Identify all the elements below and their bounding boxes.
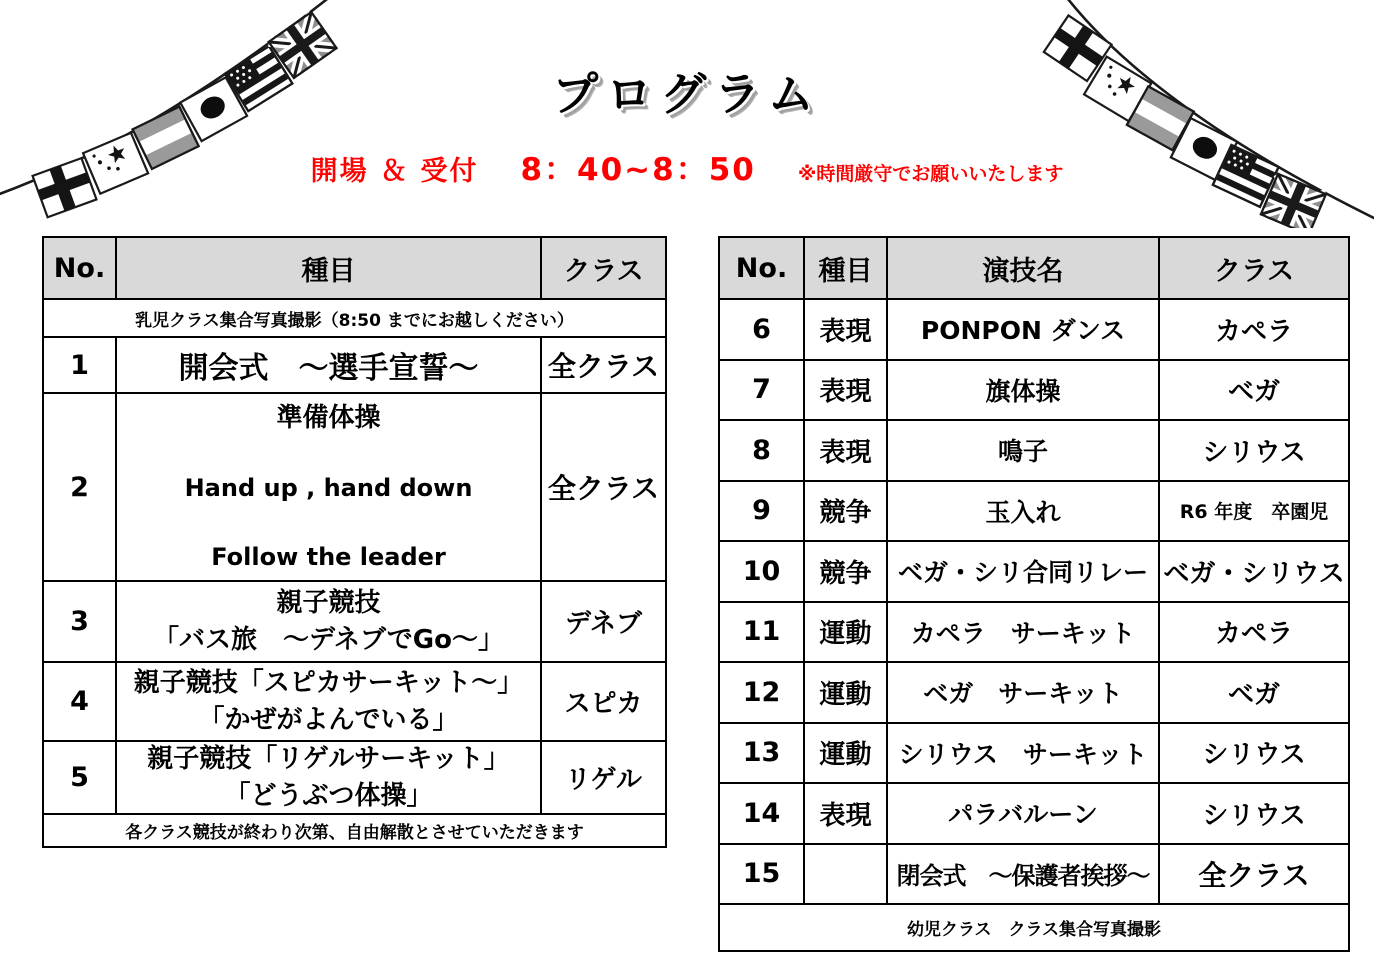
col-header-class: クラス	[541, 237, 666, 299]
row-name: シリウス サーキット	[887, 723, 1159, 784]
event-line: 「どうぶつ体操」	[224, 780, 433, 811]
row-class: シリウス	[1159, 723, 1349, 784]
row-name: 玉入れ	[887, 481, 1159, 542]
row-no: 3	[43, 581, 116, 662]
row-class: リゲル	[541, 741, 666, 814]
row-class: ベガ・シリウス	[1159, 541, 1349, 602]
program-table-performances	[718, 236, 1350, 952]
row-category: 競争	[804, 541, 887, 602]
page-title: プログラム	[552, 67, 822, 121]
infant-photo-note: 乳児クラス集合写真撮影（8:50 までにお越しください）	[43, 299, 666, 337]
row-name: パラバルーン	[887, 783, 1159, 844]
row-no: 12	[719, 662, 804, 723]
row-class: カペラ	[1159, 299, 1349, 360]
table-row	[43, 581, 666, 662]
col-header-class: クラス	[1159, 237, 1349, 299]
table-row	[719, 662, 1349, 723]
row-category: 競争	[804, 481, 887, 542]
table-row	[719, 723, 1349, 784]
row-class: カペラ	[1159, 602, 1349, 663]
row-category: 表現	[804, 420, 887, 481]
event-line: Follow the leader	[211, 543, 446, 571]
table-row	[719, 844, 1349, 905]
table-row	[719, 541, 1349, 602]
row-event	[116, 662, 541, 741]
table-row	[719, 783, 1349, 844]
table-row	[43, 393, 666, 581]
row-class: シリウス	[1159, 783, 1349, 844]
col-header-name: 演技名	[887, 237, 1159, 299]
event-line: 親子競技「リゲルサーキット」	[147, 744, 510, 774]
row-class: ベガ	[1159, 360, 1349, 421]
row-no: 15	[719, 844, 804, 905]
row-no: 4	[43, 662, 116, 741]
row-category	[804, 844, 887, 905]
punctuality-note: ※時間厳守でお願いいたします	[797, 163, 1064, 185]
table-row	[719, 360, 1349, 421]
col-header-category: 種目	[804, 237, 887, 299]
table-header-row	[719, 237, 1349, 299]
row-no: 13	[719, 723, 804, 784]
row-category: 運動	[804, 662, 887, 723]
row-category: 表現	[804, 360, 887, 421]
row-no: 6	[719, 299, 804, 360]
table-row	[719, 602, 1349, 663]
row-name: 旗体操	[887, 360, 1159, 421]
col-header-no: No.	[43, 237, 116, 299]
dismissal-note: 各クラス競技が終わり次第、自由解散とさせていただきます	[43, 814, 666, 847]
photo-note-row	[719, 904, 1349, 951]
reception-time: 8：40~8：50	[520, 152, 756, 188]
table-row	[719, 420, 1349, 481]
row-name: PONPON ダンス	[887, 299, 1159, 360]
row-no: 10	[719, 541, 804, 602]
row-class: シリウス	[1159, 420, 1349, 481]
row-no: 11	[719, 602, 804, 663]
event-line: 準備体操	[276, 403, 381, 433]
row-class: 全クラス	[541, 337, 666, 393]
row-class: デネブ	[541, 581, 666, 662]
row-name: ベガ・シリ合同リレー	[887, 541, 1159, 602]
reception-label: 開場 ＆ 受付	[310, 156, 479, 187]
row-no: 9	[719, 481, 804, 542]
event-line: 親子競技「スピカサーキット～」	[133, 668, 524, 698]
row-class: スピカ	[541, 662, 666, 741]
row-no: 5	[43, 741, 116, 814]
row-class: ベガ	[1159, 662, 1349, 723]
table-header-row	[43, 237, 666, 299]
row-no: 14	[719, 783, 804, 844]
row-name: カペラ サーキット	[887, 602, 1159, 663]
row-event: 開会式 ～選手宣誓～	[116, 337, 541, 393]
col-header-event: 種目	[116, 237, 541, 299]
row-no: 8	[719, 420, 804, 481]
row-name: 鳴子	[887, 420, 1159, 481]
row-class: R6 年度 卒園児	[1159, 481, 1349, 542]
table-row	[719, 299, 1349, 360]
photo-note-row	[43, 299, 666, 337]
row-event	[116, 741, 541, 814]
row-no: 7	[719, 360, 804, 421]
reception-info-line	[0, 144, 1374, 189]
row-class: 全クラス	[541, 393, 666, 581]
event-line: Hand up , hand down	[184, 474, 473, 503]
program-table-morning	[42, 236, 667, 848]
table-row	[43, 662, 666, 741]
row-event	[116, 393, 541, 581]
row-class: 全クラス	[1159, 844, 1349, 905]
row-category: 運動	[804, 602, 887, 663]
event-line: 「かぜがよんでいる」	[198, 704, 459, 735]
toddler-photo-note: 幼児クラス クラス集合写真撮影	[719, 904, 1349, 951]
row-event	[116, 581, 541, 662]
event-line: 親子競技	[276, 588, 381, 618]
row-category: 表現	[804, 299, 887, 360]
table-row	[43, 741, 666, 814]
row-no: 1	[43, 337, 116, 393]
dismissal-note-row	[43, 814, 666, 847]
row-name: 閉会式 ～保護者挨拶～	[887, 844, 1159, 905]
row-name: ベガ サーキット	[887, 662, 1159, 723]
table-row	[719, 481, 1349, 542]
table-row	[43, 337, 666, 393]
row-no: 2	[43, 393, 116, 581]
col-header-no: No.	[719, 237, 804, 299]
event-line: 「バス旅 ～デネブでGo～」	[153, 624, 504, 655]
row-category: 運動	[804, 723, 887, 784]
row-category: 表現	[804, 783, 887, 844]
